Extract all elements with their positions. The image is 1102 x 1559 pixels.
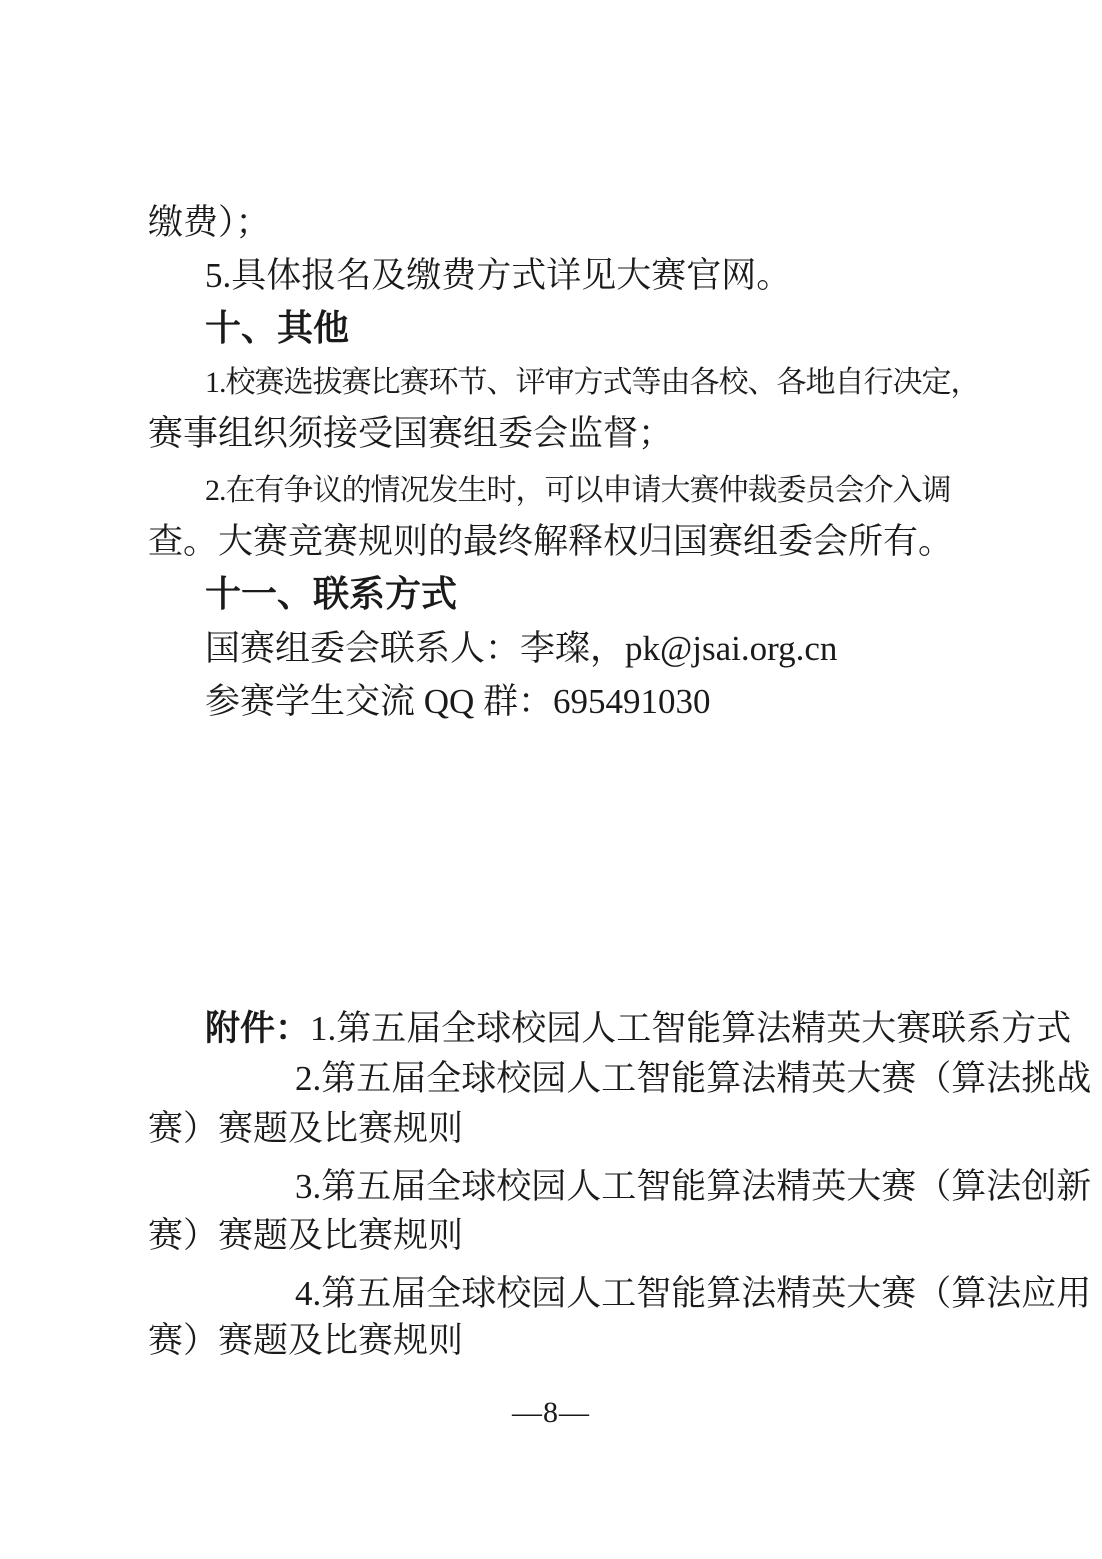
attachment-item-3-line-1: 3.第五届全球校园人工智能算法精英大赛（算法创新 xyxy=(295,1167,1092,1206)
contact-qq-group-line: 参赛学生交流 QQ 群：695491030 xyxy=(205,682,711,721)
body-item-1-line-2: 赛事组织须接受国赛组委会监督； xyxy=(148,414,674,453)
attachments-first-line xyxy=(205,1010,1071,1049)
body-item-2-line-1: 2.在有争议的情况发生时，可以申请大赛仲裁委员会介入调 xyxy=(205,474,951,507)
body-item-2-line-2: 查。大赛竞赛规则的最终解释权归国赛组委会所有。 xyxy=(148,522,954,561)
paragraph-continuation-line: 缴费）； xyxy=(148,203,271,242)
section-heading-eleven-contact: 十一、联系方式 xyxy=(205,573,458,614)
attachment-item-3-line-2: 赛）赛题及比赛规则 xyxy=(148,1216,464,1255)
section-heading-ten-other: 十、其他 xyxy=(205,307,350,348)
contact-person-line: 国赛组委会联系人：李璨，pk@jsai.org.cn xyxy=(205,629,838,668)
attachments-label: 附件： xyxy=(205,1009,311,1048)
attachment-item-2-line-1: 2.第五届全球校园人工智能算法精英大赛（算法挑战 xyxy=(295,1059,1092,1098)
page-number: —8— xyxy=(512,1396,590,1429)
attachment-item-1: 1.第五届全球校园人工智能算法精英大赛联系方式 xyxy=(310,1009,1072,1048)
attachment-item-4-line-1: 4.第五届全球校园人工智能算法精英大赛（算法应用 xyxy=(295,1274,1092,1313)
body-item-1-line-1: 1.校赛选拔赛比赛环节、评审方式等由各校、各地自行决定， xyxy=(205,366,980,399)
attachment-item-4-line-2: 赛）赛题及比赛规则 xyxy=(148,1321,464,1360)
body-item-5: 5.具体报名及缴费方式详见大赛官网。 xyxy=(205,256,792,295)
attachment-item-2-line-2: 赛）赛题及比赛规则 xyxy=(148,1109,464,1148)
